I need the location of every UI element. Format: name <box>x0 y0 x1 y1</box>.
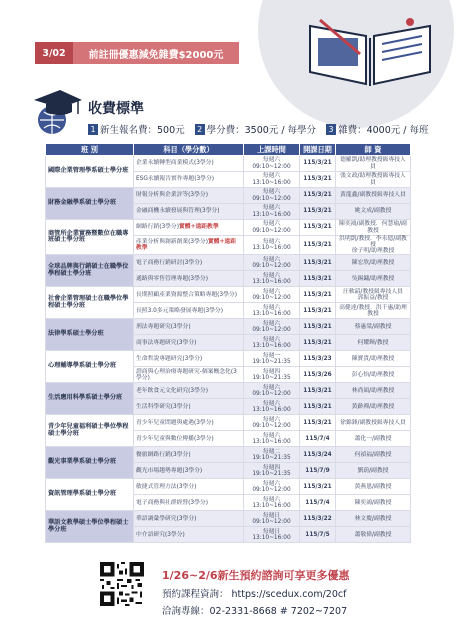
teaching-mode-tag: 實體+遠距教學 <box>136 239 237 252</box>
time-range: 19:10~21:35 <box>252 454 291 461</box>
start-date-cell: 115/7/4 <box>300 431 336 447</box>
teacher-cell: 陳宏欣/助理教授 <box>336 255 411 271</box>
start-date-cell: 115/3/24 <box>300 447 336 463</box>
course-name: 網路行銷(3學分) <box>136 224 179 231</box>
program-name: 財務金融學系碩士學分班 <box>46 188 134 220</box>
time-cell <box>244 172 300 188</box>
course-name: 中介語研究(3學分) <box>136 531 185 538</box>
table-row <box>46 287 411 303</box>
fee-item <box>326 122 428 136</box>
time-range: 13:10~16:00 <box>252 342 291 349</box>
start-date-cell: 115/3/23 <box>300 351 336 367</box>
time-cell <box>244 351 300 367</box>
time-range: 09:10~12:00 <box>252 390 291 397</box>
time-day: 每週六 <box>262 256 281 263</box>
header-teacher: 師 資 <box>336 144 411 156</box>
start-date-cell: 115/3/21 <box>300 479 336 495</box>
course-name: 財報分析與企業評等(3學分) <box>136 192 208 199</box>
course-name: 餐旅網路行銷(3學分) <box>136 451 191 458</box>
start-date-cell: 115/3/26 <box>300 367 336 383</box>
time-range: 09:10~12:00 <box>252 195 291 202</box>
course-cell <box>134 303 244 319</box>
table-row <box>46 511 411 527</box>
time-cell <box>244 383 300 399</box>
time-cell <box>244 220 300 236</box>
time-day: 每週六 <box>262 496 281 503</box>
teacher-cell: 黃齡禪/助理教授 <box>336 399 411 415</box>
course-cell <box>134 383 244 399</box>
table-row <box>46 319 411 335</box>
header-program: 班 別 <box>46 144 134 156</box>
table-row <box>46 188 411 204</box>
course-name: 青少年兒童與數位傳播(3學分) <box>136 435 214 442</box>
time-day: 每週六 <box>262 221 281 228</box>
start-date-cell: 115/3/21 <box>300 335 336 351</box>
time-range: 13:10~16:00 <box>252 310 291 317</box>
time-cell <box>244 415 300 431</box>
program-name: 商管所企業實務暨數位在職專班碩士學分班 <box>46 220 134 255</box>
fee-list <box>88 122 428 136</box>
time-cell <box>244 367 300 383</box>
course-cell <box>134 236 244 255</box>
teacher-cell: 洪明凱/教授．李永億/副教授 徐子明/助理教授 <box>336 236 411 255</box>
time-cell <box>244 431 300 447</box>
table-row <box>46 255 411 271</box>
course-name: 商事法專題研究(3學分) <box>136 339 197 346</box>
time-day: 每週六 <box>262 400 281 407</box>
time-range: 09:10~12:00 <box>252 518 291 525</box>
time-range: 09:10~12:00 <box>252 262 291 269</box>
time-cell <box>244 236 300 255</box>
program-name: 生活應用科學系碩士學分班 <box>46 383 134 415</box>
time-range: 09:10~12:00 <box>252 422 291 429</box>
start-date-cell: 115/3/21 <box>300 383 336 399</box>
time-range: 19:10~21:35 <box>252 374 291 381</box>
time-cell <box>244 463 300 479</box>
time-range: 13:10~16:00 <box>252 502 291 509</box>
course-name: 產業分析與創新創業(3學分) <box>136 239 208 246</box>
course-name: 觀光市場趨勢專題(3學分) <box>136 467 203 474</box>
time-day: 每週六 <box>262 336 281 343</box>
course-name: 企業永續轉型商業模式(3學分) <box>136 160 214 167</box>
start-date-cell: 115/3/21 <box>300 220 336 236</box>
teacher-cell: 何耀輝/教授 <box>336 335 411 351</box>
course-cell <box>134 271 244 287</box>
teacher-cell: 德羅凱/助理教授級專技人員 <box>336 156 411 172</box>
start-date-cell: 115/7/9 <box>300 463 336 479</box>
fee-text: 新生報名費：500元 <box>100 125 185 136</box>
course-cell <box>134 172 244 188</box>
time-range: 13:10~16:00 <box>252 245 291 252</box>
course-cell <box>134 495 244 511</box>
time-cell <box>244 303 300 319</box>
table-row <box>46 220 411 236</box>
time-day: 每週六 <box>262 205 281 212</box>
course-cell <box>134 463 244 479</box>
program-name: 資訊管理學系碩士學分班 <box>46 479 134 511</box>
fee-title: 收費標準 <box>88 101 144 117</box>
course-cell <box>134 527 244 543</box>
course-name: 電子商務與社群經營(3學分) <box>136 499 208 506</box>
table-row <box>46 383 411 399</box>
course-name: 長照3.0多元策略發展專題(3學分) <box>136 307 223 314</box>
teacher-cell: 劉蔚/副教授 <box>336 463 411 479</box>
start-date-cell: 115/3/21 <box>300 303 336 319</box>
fee-item <box>195 122 316 136</box>
time-day: 每週六 <box>262 416 281 423</box>
time-range: 13:10~16:00 <box>252 438 291 445</box>
course-cell <box>134 335 244 351</box>
fee-text: 學分費：3500元 / 每學分 <box>206 125 317 136</box>
graduation-cap-globe-icon <box>30 86 84 136</box>
time-day: 每週二 <box>262 448 281 455</box>
teacher-cell: 陳奕鴻/副教授 <box>336 495 411 511</box>
start-date-cell: 115/3/21 <box>300 204 336 220</box>
program-name: 華語文教學碩士學位學程碩士學分班 <box>46 511 134 543</box>
time-range: 09:10~12:00 <box>252 163 291 170</box>
course-cell <box>134 367 244 383</box>
time-cell <box>244 188 300 204</box>
table-row <box>46 351 411 367</box>
time-day: 每週六 <box>262 189 281 196</box>
teacher-cell: 姚文成/副教授 <box>336 204 411 220</box>
course-cell <box>134 255 244 271</box>
course-cell <box>134 447 244 463</box>
contact-phone-text: 洽詢專線：02-2331-8668 # 7202~7207 <box>162 606 348 617</box>
course-name: 諮商與心理治療專題研究-個案概念化(3學分) <box>136 368 237 381</box>
time-day: 每週日 <box>262 512 281 519</box>
teacher-cell: 蕭化一/副教授 <box>336 431 411 447</box>
program-name: 全球品牌與行銷碩士在職學位學程碩士學分班 <box>46 255 134 287</box>
fee-number-badge: 1 <box>88 124 98 135</box>
time-range: 13:10~16:00 <box>252 211 291 218</box>
course-cell <box>134 431 244 447</box>
start-date-cell: 115/3/21 <box>300 236 336 255</box>
course-name: 刑法專題研究(3學分) <box>136 323 191 330</box>
teacher-cell: 黃燕恩/副教授 <box>336 479 411 495</box>
time-cell <box>244 204 300 220</box>
time-cell <box>244 287 300 303</box>
teacher-cell: 張文政/助理教授級專技人員 <box>336 172 411 188</box>
time-cell <box>244 335 300 351</box>
program-name: 國際企業管理學系碩士學分班 <box>46 156 134 188</box>
program-name: 社會企業管理碩士在職學位學程碩士學分班 <box>46 287 134 319</box>
time-range: 09:10~12:00 <box>252 486 291 493</box>
header-time: 上課時間 <box>244 144 300 156</box>
start-date-cell: 115/3/21 <box>300 319 336 335</box>
time-cell <box>244 527 300 543</box>
teacher-cell: 蔡惠棠/副教授 <box>336 319 411 335</box>
course-cell <box>134 351 244 367</box>
time-day: 每週六 <box>262 432 281 439</box>
time-range: 13:10~16:00 <box>252 278 291 285</box>
course-cell <box>134 479 244 495</box>
course-cell <box>134 511 244 527</box>
table-row <box>46 479 411 495</box>
start-date-cell: 115/3/21 <box>300 399 336 415</box>
start-date-cell: 115/3/21 <box>300 287 336 303</box>
start-date-cell: 115/3/21 <box>300 415 336 431</box>
start-date-cell: 115/3/22 <box>300 511 336 527</box>
time-day: 每週四 <box>262 368 281 375</box>
time-cell <box>244 255 300 271</box>
course-name: 通路與零售管理專題(3學分) <box>136 275 208 282</box>
course-name: 金融商機永續發展與管理(3學分) <box>136 208 220 215</box>
time-day: 每週六 <box>262 480 281 487</box>
start-date-cell: 115/7/4 <box>300 495 336 511</box>
teacher-cell: 黃龍鑫/副教授級專技人員 <box>336 188 411 204</box>
teacher-cell: 彭心怡/助理教授 <box>336 367 411 383</box>
course-name: 生活科學研究(3學分) <box>136 403 191 410</box>
time-range: 09:10~12:00 <box>252 326 291 333</box>
time-range: 19:10~21:35 <box>252 470 291 477</box>
time-day: 每週一 <box>262 352 281 359</box>
fee-item <box>88 122 185 136</box>
time-day: 每週四 <box>262 464 281 471</box>
course-cell <box>134 204 244 220</box>
table-row <box>46 156 411 172</box>
time-cell <box>244 156 300 172</box>
program-name: 心理輔導學系碩士學分班 <box>46 351 134 383</box>
teacher-cell: 高健達/教授．洪千惠/助理教授 <box>336 303 411 319</box>
start-date-cell: 115/3/21 <box>300 188 336 204</box>
time-day: 每週六 <box>262 157 281 164</box>
program-name: 觀光事業學系碩士學分班 <box>46 447 134 479</box>
teacher-cell: 徐錦鋒/副教授級專技人員 <box>336 415 411 431</box>
start-date-cell: 115/3/21 <box>300 271 336 287</box>
header-course: 科目（學分數） <box>134 144 244 156</box>
teaching-mode-tag: 實體+遠距教學 <box>179 224 219 231</box>
schedule-table <box>45 143 411 543</box>
banner-text: 前註冊優惠減免雜費$2000元 <box>73 42 239 64</box>
time-day: 每週日 <box>262 528 281 535</box>
program-name: 青少年兒童福利碩士學位學程碩士學分班 <box>46 415 134 447</box>
promo-title: 1/26~2/6新生預約諮詢可享更多優惠 <box>162 569 350 582</box>
time-day: 每週六 <box>262 304 281 311</box>
course-name: 華語調彙學研究(3學分) <box>136 515 197 522</box>
time-day: 每週六 <box>262 239 281 246</box>
fee-number-badge: 3 <box>326 124 336 135</box>
start-date-cell: 115/3/21 <box>300 156 336 172</box>
time-cell <box>244 479 300 495</box>
course-name: 電子商務行銷研討(3學分) <box>136 259 203 266</box>
table-header-row <box>46 144 411 156</box>
time-range: 13:10~16:00 <box>252 406 291 413</box>
start-date-cell: 115/3/21 <box>300 255 336 271</box>
teacher-cell: 汪軟韶/教授級專技人員 郭振益/教授 <box>336 287 411 303</box>
time-range: 09:10~12:00 <box>252 294 291 301</box>
time-day: 每週六 <box>262 173 281 180</box>
teacher-cell: 林尚頡/助理教授 <box>336 383 411 399</box>
course-cell <box>134 156 244 172</box>
promo-banner <box>35 42 239 64</box>
banner-date: 3/02 <box>35 42 73 64</box>
time-range: 09:10~12:00 <box>252 227 291 234</box>
course-cell <box>134 399 244 415</box>
time-cell <box>244 447 300 463</box>
program-name: 法律學系碩士學分班 <box>46 319 134 351</box>
teacher-cell: 陳奕鴻/副教授．何慧瑜/副教授 <box>336 220 411 236</box>
time-day: 每週六 <box>262 288 281 295</box>
course-name: 老年飲食元文化研究(3學分) <box>136 387 208 394</box>
fee-number-badge: 2 <box>195 124 205 135</box>
teacher-cell: 林文慶/副教授 <box>336 511 411 527</box>
time-cell <box>244 271 300 287</box>
course-name: 生命哲說專題研究(3學分) <box>136 355 203 362</box>
header-date: 開課日期 <box>300 144 336 156</box>
teacher-cell: 吳錫鏞/助理教授 <box>336 271 411 287</box>
course-cell <box>134 287 244 303</box>
time-day: 每週六 <box>262 384 281 391</box>
time-cell <box>244 495 300 511</box>
teacher-cell: 陳寶貴/助理教授 <box>336 351 411 367</box>
course-cell <box>134 319 244 335</box>
time-range: 19:10~21:35 <box>252 358 291 365</box>
course-name: 長期照顧產業資源整合策略專題(3學分) <box>136 291 237 298</box>
course-cell <box>134 220 244 236</box>
course-name: 敏捷式管理方法(3學分) <box>136 483 197 490</box>
time-cell <box>244 319 300 335</box>
teacher-cell: 蕭敬偉/副教授 <box>336 527 411 543</box>
course-name: ESG永續報告實作專題(3學分) <box>136 176 215 183</box>
fee-text: 雜費：4000元 / 每班 <box>338 125 429 136</box>
time-range: 13:10~16:00 <box>252 179 291 186</box>
table-row <box>46 447 411 463</box>
time-cell <box>244 399 300 415</box>
teacher-cell: 何禎福/副教授 <box>336 447 411 463</box>
course-name: 青少年兒童問題與處遇(3學分) <box>136 419 214 426</box>
time-range: 13:10~16:00 <box>252 534 291 541</box>
booking-link-text[interactable]: 預約課程資詢： https://scedux.com/20cf <box>162 589 347 600</box>
course-cell <box>134 188 244 204</box>
time-day: 每週六 <box>262 320 281 327</box>
course-cell <box>134 415 244 431</box>
table-row <box>46 415 411 431</box>
time-cell <box>244 511 300 527</box>
qr-code[interactable] <box>100 562 144 606</box>
start-date-cell: 115/7/5 <box>300 527 336 543</box>
open-book-icon <box>300 14 440 94</box>
time-day: 每週六 <box>262 272 281 279</box>
start-date-cell: 115/3/21 <box>300 172 336 188</box>
